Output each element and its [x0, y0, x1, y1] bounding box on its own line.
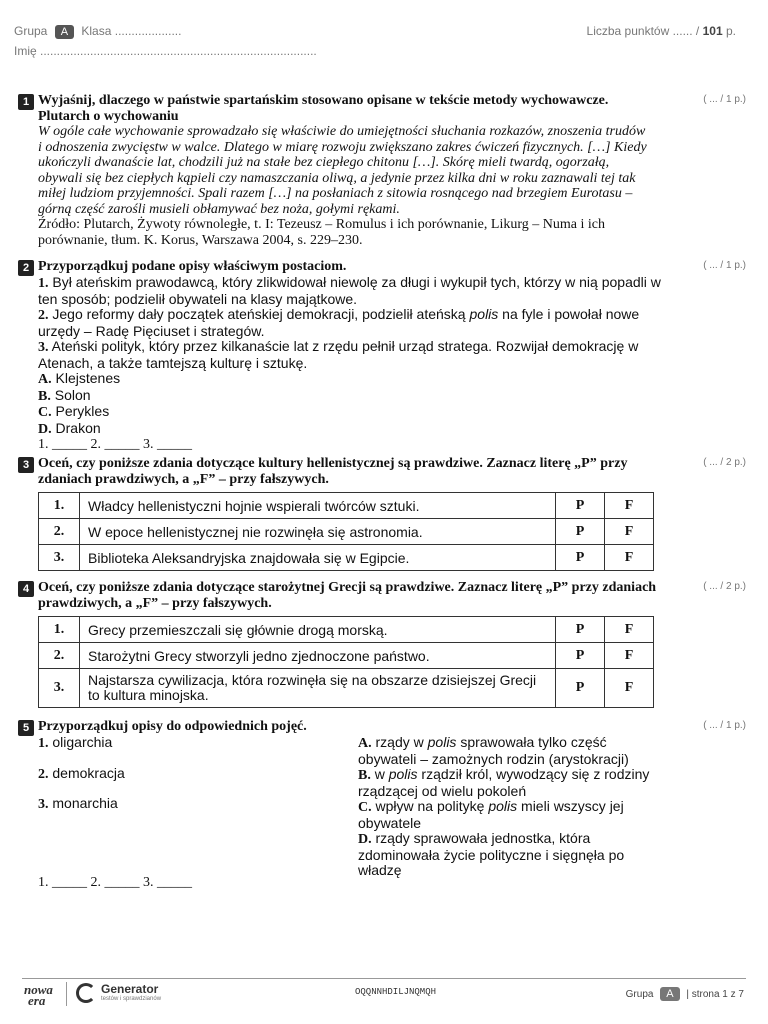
question-points: ( ... / 1 p.): [703, 94, 746, 105]
generator-icon: [76, 983, 96, 1003]
false-option[interactable]: F: [605, 617, 654, 643]
statement: Grecy przemieszczali się głównie drogą morską.: [80, 617, 556, 643]
description-item: 2. Jego reformy dały początek ateńskiej demokracji, podzielił ateńską polis na fyle i powołał nowe urzędy – Radę Pięciuset i strategów.: [38, 306, 640, 339]
table-row: [39, 617, 654, 643]
true-option[interactable]: P: [556, 617, 605, 643]
source-line: W ogóle całe wychowanie sprowadzało się właściwie do umiejętności słuchania rozkazów, znoszenia trudów: [38, 124, 646, 139]
option-item: C. Perykles: [38, 403, 110, 420]
question-number: 2: [18, 260, 34, 276]
description-item: 3. Ateński polityk, który przez kilkanaście lat z rzędu pełnił urząd stratega. Rozwijał demokrację w Atenach, a także tamtejszą kulturę i sztukę.: [38, 338, 639, 371]
terms-list: [38, 735, 338, 813]
row-number: 3.: [39, 545, 80, 571]
true-false-table: [38, 492, 654, 571]
question-number: 3: [18, 457, 34, 473]
document-code: OQQNNHDILJNQMQH: [355, 987, 437, 997]
question-title: Oceń, czy poniższe zdania dotyczące starożytnej Grecji są prawdziwe. Zaznacz literę „P” przy zdaniach prawdziwych, a „F” – przy fałszywych.: [38, 580, 657, 611]
true-false-table: [38, 616, 654, 708]
table-row: [39, 643, 654, 669]
definition-item: C. wpływ na politykę polis mieli wszyscy jej obywatele: [358, 798, 624, 831]
source-line: i odnoszenia zwycięstw w walce. Dlatego w miarę rozwoju zwiększano zakres ćwiczeń fizycznych. […] Kiedy: [38, 139, 647, 155]
row-number: 1.: [39, 493, 80, 519]
statement: Władcy hellenistyczni hojnie wspierali twórców sztuki.: [80, 493, 556, 519]
false-option[interactable]: F: [605, 545, 654, 571]
source-text: [38, 124, 698, 248]
question-number: 1: [18, 94, 34, 110]
row-number: 3.: [39, 669, 80, 708]
option-item: B. Solon: [38, 386, 91, 404]
true-option[interactable]: P: [556, 545, 605, 571]
true-option[interactable]: P: [556, 493, 605, 519]
question-title: Wyjaśnij, dlaczego w państwie spartańskim stosowano opisane w tekście metody wychowawcze.: [38, 93, 609, 108]
source-citation: Źródło: Plutarch, Żywoty równoległe, t. I: Tezeusz – Romulus i ich porównanie, Likurg – Numa i ich: [38, 217, 605, 232]
false-option[interactable]: F: [605, 493, 654, 519]
question-points: ( ... / 2 p.): [703, 457, 746, 468]
question-title: Oceń, czy poniższe zdania dotyczące kultury hellenistycznej są prawdziwe. Zaznacz literę „P” przy zdaniach prawdziwych, a „F” – przy fałszywych.: [38, 456, 628, 487]
option-item: D. Drakon: [38, 419, 101, 437]
statement: Biblioteka Aleksandryjska znajdowała się w Egipcie.: [80, 545, 556, 571]
generator-subtitle: testów i sprawdzianów: [101, 996, 162, 1002]
table-row: [39, 519, 654, 545]
term-item: 2. demokracja: [38, 765, 125, 782]
row-number: 2.: [39, 643, 80, 669]
question-points: ( ... / 2 p.): [703, 581, 746, 592]
footer-group-badge: A: [660, 987, 679, 1001]
footer-divider: [22, 978, 746, 979]
false-option[interactable]: F: [605, 643, 654, 669]
source-line: obywali się bez ciepłych kąpieli czy namaszczania oliwą, a jedynie przez kilka dni w roku zaznawali tej tak: [38, 170, 636, 186]
source-line: miłej ludziom przyjemności. Spali razem […] na posłaniach z sitowia rosnącego nad brzegiem Eurotasu –: [38, 186, 633, 201]
table-row: [39, 669, 654, 708]
definition-item: D. rządy sprawowała jednostka, która zdominowała życie polityczne i sięgnęła po władzę: [358, 830, 625, 878]
definitions-list: [358, 735, 668, 879]
description-item: 1. Był ateńskim prawodawcą, który zlikwidował niewolę za długi i wykupił tych, którzy w nią popadli w ten sposób; podzielił obywateli na klasy majątkowe.: [38, 274, 661, 307]
definition-item: B. w polis rządził król, wywodzący się z rodziny rządzącej od wielu pokoleń: [358, 766, 650, 799]
footer-page-info: [626, 987, 744, 1001]
row-number: 2.: [39, 519, 80, 545]
answer-line[interactable]: 1. _____ 2. _____ 3. _____: [38, 437, 192, 452]
name-field[interactable]: ...................................................................................: [40, 44, 317, 58]
true-option[interactable]: P: [556, 669, 605, 708]
option-item: A. Klejstenes: [38, 370, 121, 387]
descriptions-list: [38, 275, 678, 453]
question-number: 5: [18, 720, 34, 736]
nowa-era-logo: nowa era: [24, 982, 53, 1008]
source-line: ukończyli dwanaście lat, chodzili już na stałe bez ciepłego chitonu […]. Skórę mieli twardą, ogorzałą,: [38, 155, 610, 170]
group-label: Grupa: [14, 24, 48, 38]
group-badge: A: [55, 25, 74, 39]
definition-item: A. rządy w polis sprawowała tylko część obywateli – zamożnych rodzin (arystokracji): [358, 734, 629, 767]
row-number: 1.: [39, 617, 80, 643]
class-label: Klasa: [81, 24, 112, 38]
points-label: Liczba punktów ...... /: [586, 24, 700, 38]
term-item: 1. oligarchia: [38, 734, 113, 751]
header-name: [14, 44, 317, 58]
question-points: ( ... / 1 p.): [703, 260, 746, 271]
header-group: [14, 24, 181, 39]
points-total: 101: [702, 24, 723, 38]
false-option[interactable]: F: [605, 669, 654, 708]
question-points: ( ... / 1 p.): [703, 720, 746, 731]
generator-title: Generator: [101, 982, 159, 996]
points-unit: p.: [725, 24, 736, 38]
statement: W epoce hellenistycznej nie rozwinęła się astronomia.: [80, 519, 556, 545]
question-number: 4: [18, 581, 34, 597]
statement: Starożytni Grecy stworzyli jedno zjednoczone państwo.: [80, 643, 556, 669]
footer-group-label: Grupa: [625, 989, 654, 1000]
header-points: [587, 24, 736, 38]
source-title: Plutarch o wychowaniu: [38, 109, 179, 124]
source-line: górną część zarośli musieli obłamywać bez noża, gołymi rękami.: [38, 201, 400, 217]
table-row: [39, 493, 654, 519]
false-option[interactable]: F: [605, 519, 654, 545]
class-field[interactable]: ....................: [114, 24, 182, 38]
question-title: Przyporządkuj opisy do odpowiednich pojęć.: [38, 719, 307, 734]
logo-divider: [66, 982, 67, 1006]
generator-logo: [76, 983, 161, 1003]
name-label: Imię: [14, 44, 37, 58]
question-title: Przyporządkuj podane opisy właściwym postaciom.: [38, 259, 347, 274]
true-option[interactable]: P: [556, 519, 605, 545]
table-row: [39, 545, 654, 571]
term-item: 3. monarchia: [38, 795, 118, 812]
answer-line[interactable]: 1. _____ 2. _____ 3. _____: [38, 875, 192, 890]
page-number: | strona 1 z 7: [686, 989, 744, 1000]
statement: Najstarsza cywilizacja, która rozwinęła się na obszarze dzisiejszej Grecji to kultura minojska.: [80, 669, 556, 708]
true-option[interactable]: P: [556, 643, 605, 669]
source-citation: porównanie, tłum. K. Korus, Warszawa 2004, s. 229–230.: [38, 232, 363, 248]
